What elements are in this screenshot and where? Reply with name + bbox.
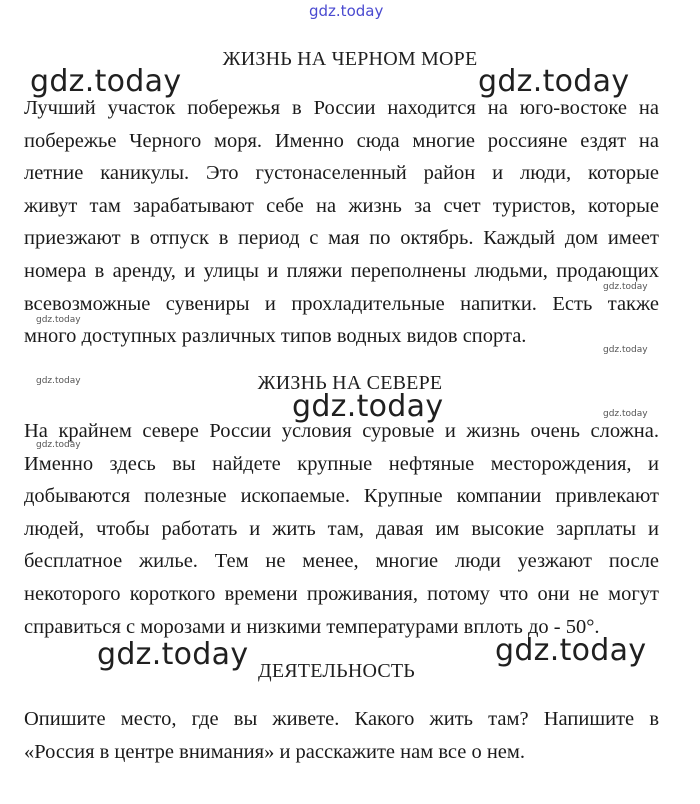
text-line: людей, чтобы работать и жить там, давая им высокие зарплаты и: [24, 517, 659, 540]
text-line: номера в аренду, и улицы и пляжи переполнены людьми, продающих: [24, 259, 659, 282]
paragraph-black-sea: [24, 92, 659, 353]
text-line: живут там зарабатывают себе на жизнь за счет туристов, которые: [24, 194, 659, 217]
watermark-big: gdz.today: [30, 64, 182, 99]
watermark-small: gdz.today: [603, 409, 648, 419]
watermark-small: gdz.today: [36, 376, 81, 386]
watermark-big: gdz.today: [495, 633, 647, 668]
watermark-small: gdz.today: [36, 440, 81, 450]
watermark-top: gdz.today: [309, 2, 384, 20]
watermark-big: gdz.today: [97, 637, 249, 672]
text-line: летние каникулы. Это густонаселенный район и люди, которые: [24, 162, 659, 185]
section-heading-black-sea: ЖИЗНЬ НА ЧЕРНОМ МОРЕ: [222, 48, 478, 70]
text-line: приезжают в отпуск в период с мая по октябрь. Каждый дом имеет: [24, 227, 659, 250]
paragraph-north: [24, 415, 659, 643]
text-line: На крайнем севере России условия суровые и жизнь очень сложна.: [24, 420, 659, 442]
watermark-small: gdz.today: [603, 282, 648, 292]
text-line: побережье Черного моря. Именно сюда многие россияне ездят на: [24, 129, 659, 152]
text-line: бесплатное жилье. Тем не менее, многие люди уезжают после: [24, 550, 659, 573]
watermark-small: gdz.today: [603, 345, 648, 355]
watermark-small: gdz.today: [36, 315, 81, 325]
text-line: справиться с морозами и низкими температурами вплоть до - 50°.: [24, 615, 600, 638]
watermark-big: gdz.today: [478, 64, 630, 99]
text-line: Лучший участок побережья в России находится на юго-востоке на: [24, 97, 659, 119]
text-line: «Россия в центре внимания» и расскажите нам все о нем.: [24, 740, 525, 763]
text-line: Опишите место, где вы живете. Какого жить там? Напишите в: [24, 708, 659, 730]
paragraph-activity: [24, 703, 659, 768]
text-line: Именно здесь вы найдете крупные нефтяные месторождения, и: [24, 452, 659, 475]
text-line: много доступных различных типов водных видов спорта.: [24, 325, 527, 348]
watermark-big: gdz.today: [292, 389, 444, 424]
section-heading-activity: ДЕЯТЕЛЬНОСТЬ: [258, 660, 415, 682]
text-line: некоторого короткого времени проживания, потому что они не могут: [24, 582, 659, 605]
text-line: всевозможные сувениры и прохладительные напитки. Есть также: [24, 292, 659, 315]
text-line: добываются полезные ископаемые. Крупные компании привлекают: [24, 485, 659, 508]
section-heading-north: ЖИЗНЬ НА СЕВЕРЕ: [257, 372, 443, 394]
